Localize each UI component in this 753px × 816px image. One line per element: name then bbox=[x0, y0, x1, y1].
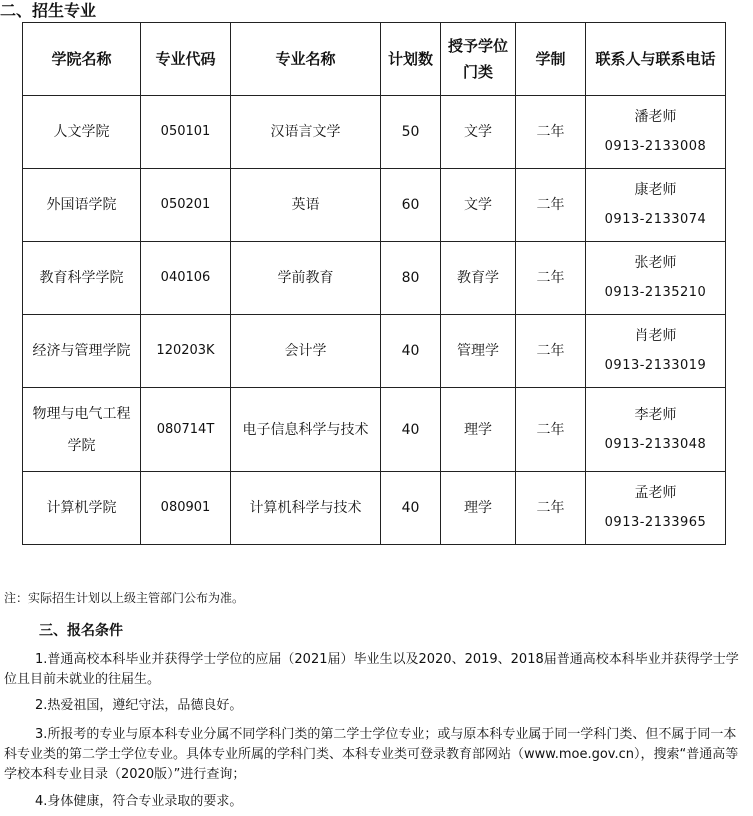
cell-major: 电子信息科学与技术 bbox=[231, 388, 381, 472]
cell-plan: 60 bbox=[381, 169, 441, 242]
cell-contact bbox=[586, 388, 726, 472]
cell-college: 经济与管理学院 bbox=[23, 315, 141, 388]
section-title-conditions: 三、报名条件 bbox=[39, 623, 123, 639]
table-row bbox=[23, 96, 726, 169]
table-row bbox=[23, 472, 726, 545]
cell-degree: 文学 bbox=[441, 169, 516, 242]
header-college: 学院名称 bbox=[23, 23, 141, 96]
cell-degree: 文学 bbox=[441, 96, 516, 169]
table-header-row bbox=[23, 23, 726, 96]
contact-name: 孟老师 bbox=[634, 485, 677, 501]
majors-table bbox=[22, 22, 726, 545]
cell-college: 物理与电气工程学院 bbox=[23, 388, 141, 472]
cell-college: 外国语学院 bbox=[23, 169, 141, 242]
cell-code: 080901 bbox=[141, 472, 231, 545]
cell-duration: 二年 bbox=[516, 472, 586, 545]
cell-plan: 40 bbox=[381, 472, 441, 545]
header-contact: 联系人与联系电话 bbox=[586, 23, 726, 96]
cell-degree: 管理学 bbox=[441, 315, 516, 388]
contact-name: 张老师 bbox=[634, 255, 677, 271]
contact-phone: 0913-2133048 bbox=[604, 436, 707, 452]
cell-code: 040106 bbox=[141, 242, 231, 315]
cell-contact bbox=[586, 315, 726, 388]
cell-college: 人文学院 bbox=[23, 96, 141, 169]
cell-degree: 教育学 bbox=[441, 242, 516, 315]
cell-plan: 80 bbox=[381, 242, 441, 315]
contact-phone: 0913-2133965 bbox=[604, 515, 707, 530]
contact-name: 肖老师 bbox=[634, 328, 677, 344]
cell-duration: 二年 bbox=[516, 242, 586, 315]
cell-contact bbox=[586, 169, 726, 242]
table-row bbox=[23, 315, 726, 388]
header-plan: 计划数 bbox=[381, 23, 441, 96]
condition-item: 2.热爱祖国，遵纪守法，品德良好。 bbox=[35, 698, 243, 713]
condition-item: 1.普通高校本科毕业并获得学士学位的应届（2021届）毕业生以及2020、2019、2018届普通高校本科毕业并获得学士学位且目前未就业的往届生。 bbox=[4, 652, 739, 687]
cell-duration: 二年 bbox=[516, 315, 586, 388]
contact-name: 康老师 bbox=[634, 182, 677, 198]
cell-degree: 理学 bbox=[441, 472, 516, 545]
cell-plan: 40 bbox=[381, 315, 441, 388]
cell-code: 080714T bbox=[141, 388, 231, 472]
cell-contact bbox=[586, 472, 726, 545]
cell-contact bbox=[586, 242, 726, 315]
condition-item: 4.身体健康，符合专业录取的要求。 bbox=[35, 794, 243, 809]
table-row bbox=[23, 242, 726, 315]
header-code: 专业代码 bbox=[141, 23, 231, 96]
cell-plan: 40 bbox=[381, 388, 441, 472]
cell-duration: 二年 bbox=[516, 96, 586, 169]
section-title-majors: 二、招生专业 bbox=[0, 1, 97, 20]
condition-item: 3.所报考的专业与原本科专业分属不同学科门类的第二学士学位专业；或与原本科专业属于同一学科门类、但不属于同一本科专业类的第二学士学位专业。具体专业所属的学科门类、本科专业类可登录教育部网站（www.moe.gov.cn），搜索“普通高等学校本科专业目录（2020版）”进行查询； bbox=[4, 727, 739, 782]
contact-name: 李老师 bbox=[634, 406, 677, 423]
cell-code: 050201 bbox=[141, 169, 231, 242]
contact-phone: 0913-2133008 bbox=[604, 139, 707, 154]
cell-duration: 二年 bbox=[516, 169, 586, 242]
cell-degree: 理学 bbox=[441, 388, 516, 472]
cell-contact bbox=[586, 96, 726, 169]
cell-plan: 50 bbox=[381, 96, 441, 169]
header-duration: 学制 bbox=[516, 23, 586, 96]
cell-college: 计算机学院 bbox=[23, 472, 141, 545]
table-note: 注：实际招生计划以上级主管部门公布为准。 bbox=[4, 591, 245, 605]
cell-major: 英语 bbox=[231, 169, 381, 242]
cell-code: 050101 bbox=[141, 96, 231, 169]
table-row bbox=[23, 388, 726, 472]
cell-duration: 二年 bbox=[516, 388, 586, 472]
table-row bbox=[23, 169, 726, 242]
cell-code: 120203K bbox=[141, 315, 231, 388]
cell-major: 汉语言文学 bbox=[231, 96, 381, 169]
contact-phone: 0913-2135210 bbox=[604, 285, 707, 300]
contact-phone: 0913-2133074 bbox=[604, 212, 707, 227]
cell-college: 教育科学学院 bbox=[23, 242, 141, 315]
cell-major: 计算机科学与技术 bbox=[231, 472, 381, 545]
header-major: 专业名称 bbox=[231, 23, 381, 96]
contact-phone: 0913-2133019 bbox=[604, 358, 707, 373]
cell-major: 学前教育 bbox=[231, 242, 381, 315]
cell-major: 会计学 bbox=[231, 315, 381, 388]
contact-name: 潘老师 bbox=[634, 109, 677, 125]
header-degree: 授予学位门类 bbox=[441, 23, 516, 96]
